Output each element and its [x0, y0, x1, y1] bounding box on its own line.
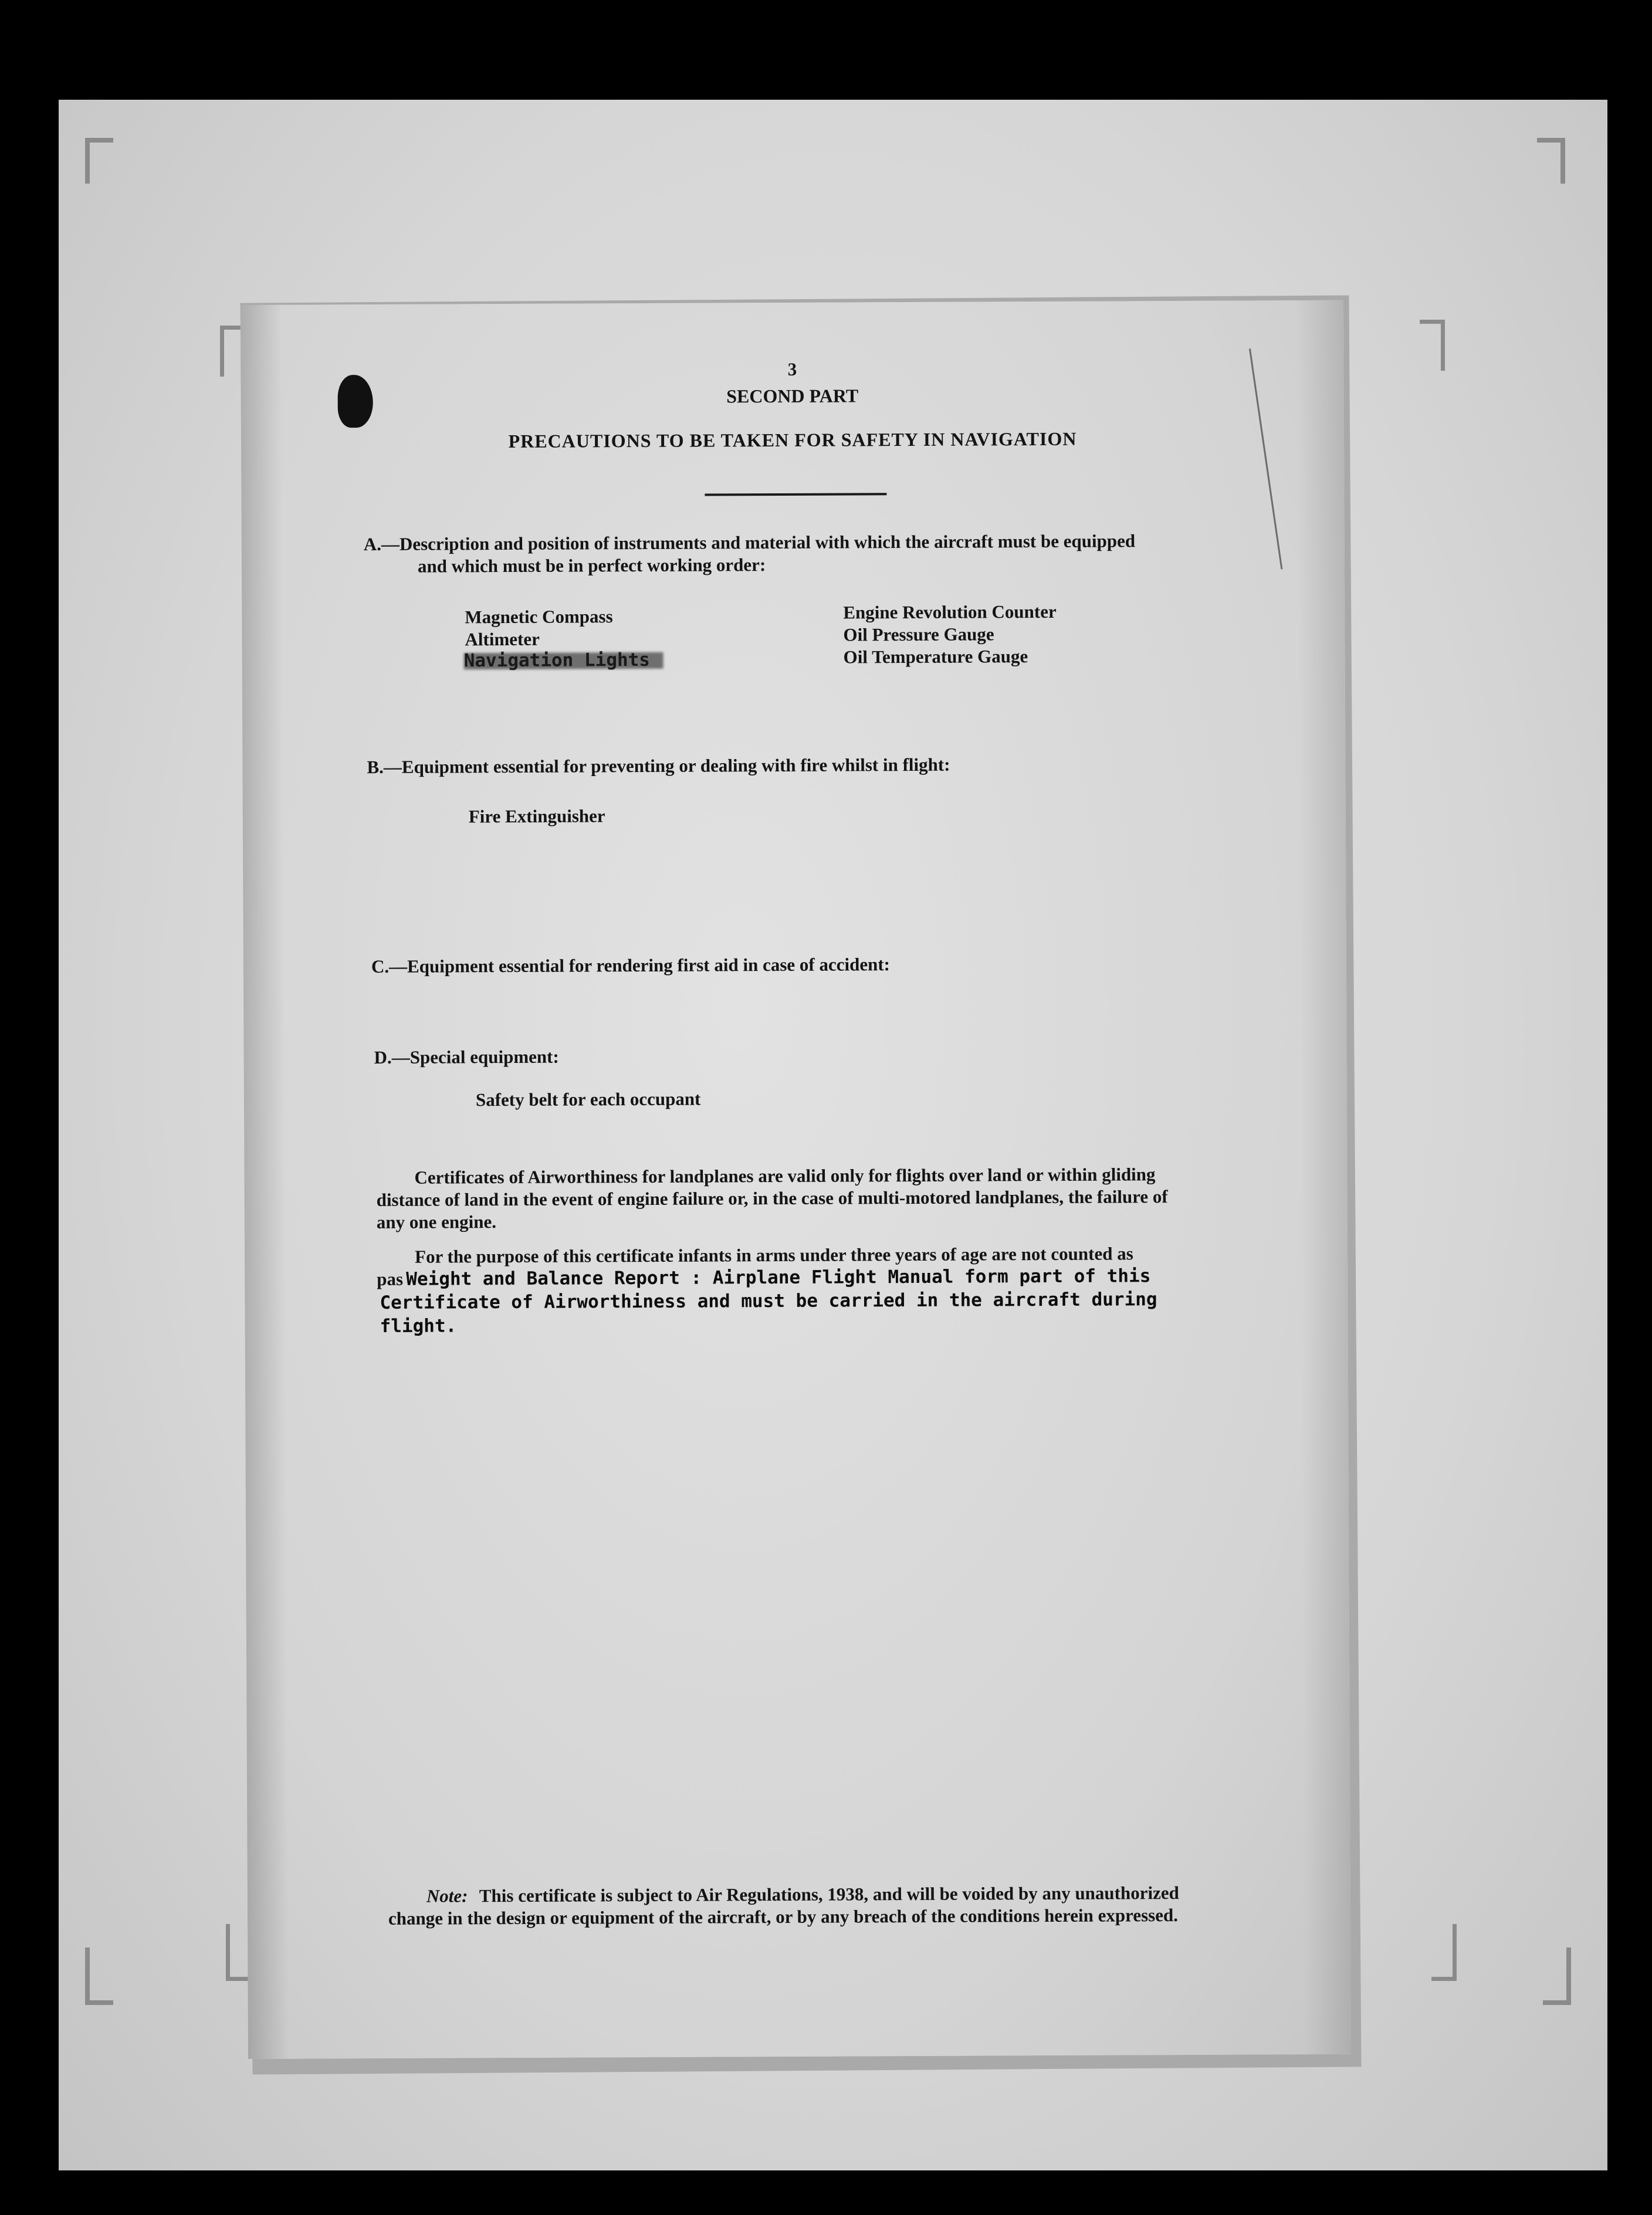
landplanes-paragraph-line3: any one engine. [376, 1211, 497, 1233]
section-b-item: Fire Extinguisher [468, 805, 605, 827]
document-sheet [241, 300, 1351, 2059]
section-a-heading-line1: A.—Description and position of instruments and material with which the aircraft must be equipped [363, 530, 1136, 555]
instrument-item: Magnetic Compass [465, 606, 613, 628]
corner-mark-bottom-left [85, 1948, 113, 2005]
typed-insert-line1: Weight and Balance Report : Airplane Flight Manual form part of this [406, 1265, 1151, 1290]
typed-insert-line3: flight. [380, 1315, 457, 1337]
infants-paragraph-prefix: pas [377, 1268, 404, 1290]
note-line1: This certificate is subject to Air Regulations, 1938, and will be voided by any unauthorized [479, 1882, 1179, 1906]
section-d-item: Safety belt for each occupant [475, 1088, 701, 1110]
corner-mark-top-right [1537, 138, 1565, 184]
title-divider [705, 493, 886, 496]
section-b-heading: B.—Equipment essential for preventing or dealing with fire whilst in flight: [367, 754, 950, 778]
instrument-item: Oil Pressure Gauge [843, 624, 994, 645]
overtype-smudge [464, 652, 663, 669]
section-a-heading-line2: and which must be in perfect working order: [417, 554, 766, 577]
instrument-item: Oil Temperature Gauge [843, 646, 1028, 668]
landplanes-paragraph-line1: Certificates of Airworthiness for landplanes are valid only for flights over land or within gliding [414, 1164, 1156, 1188]
corner-mark-bottom-right [1543, 1948, 1571, 2005]
note-line2: change in the design or equipment of the aircraft, or by any breach of the conditions herein expressed. [388, 1905, 1179, 1929]
main-title: PRECAUTIONS TO BE TAKEN FOR SAFETY IN NAVIGATION [508, 428, 1077, 452]
infants-paragraph-line1: For the purpose of this certificate infants in arms under three years of age are not counted as [415, 1243, 1133, 1267]
corner-mark-inner-bottom-right [1431, 1924, 1457, 1981]
typed-insert-line2: Certificate of Airworthiness and must be carried in the aircraft during [380, 1289, 1157, 1313]
corner-mark-top-left [85, 138, 113, 184]
instrument-item: Engine Revolution Counter [843, 601, 1057, 623]
landplanes-paragraph-line2: distance of land in the event of engine failure or, in the case of multi-motored landplanes, the failure of [376, 1186, 1168, 1211]
scratch-mark [1249, 348, 1282, 569]
corner-mark-inner-top-right [1420, 320, 1445, 371]
section-c-heading: C.—Equipment essential for rendering first aid in case of accident: [371, 954, 891, 977]
part-title: SECOND PART [726, 385, 859, 407]
note-label: Note: [426, 1885, 468, 1906]
page-number: 3 [787, 358, 797, 380]
section-d-heading: D.—Special equipment: [374, 1046, 559, 1068]
instrument-item: Altimeter [465, 628, 540, 650]
